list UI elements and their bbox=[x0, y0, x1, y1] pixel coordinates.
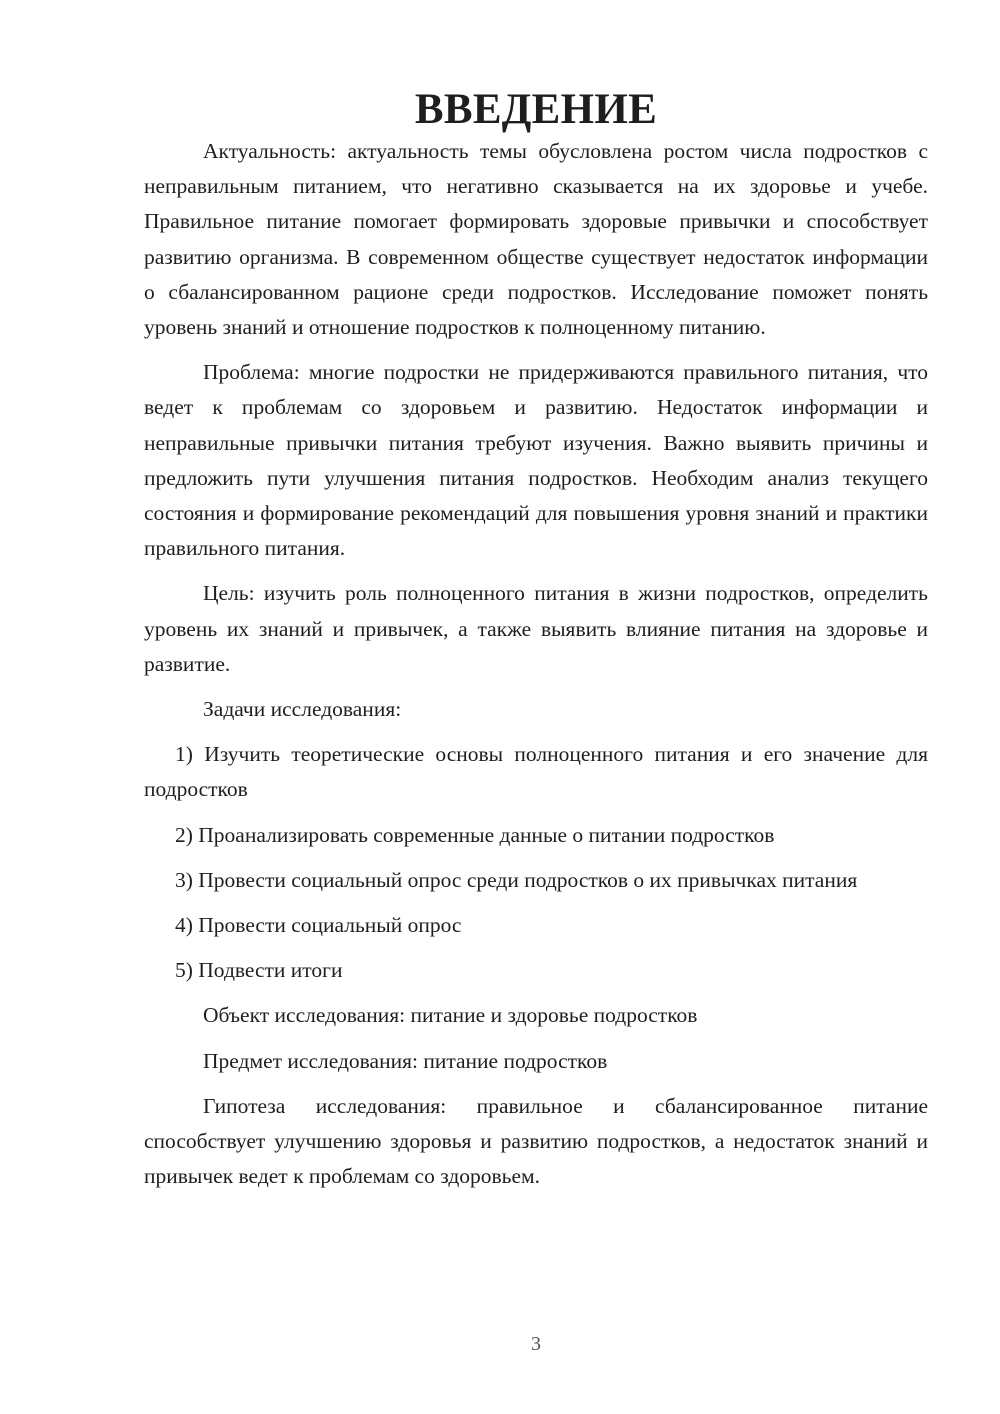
task-item-4: 4) Провести социальный опрос bbox=[175, 913, 462, 938]
page-number: 3 bbox=[531, 1333, 541, 1355]
section-heading: ВВЕДЕНИЕ bbox=[414, 86, 658, 133]
page-content bbox=[144, 86, 928, 1194]
task-item-1: 1) Изучить теоретические основы полноценного питания и его значение для подростков bbox=[144, 742, 928, 802]
task-item-5: 5) Подвести итоги bbox=[175, 958, 343, 983]
tasks-title: Задачи исследования: bbox=[203, 697, 402, 722]
problem-paragraph: Проблема: многие подростки не придерживаются правильного питания, что ведет к проблемам со здоровьем и развитию. Недостаток информации и неправильные привычки питания требуют изучения. Важно выявить причины и предложить пути улучшения питания подростков. Необходим анализ текущего состояния и формирование рекомендаций для повышения уровня знаний и практики правильного питания. bbox=[144, 360, 928, 561]
relevance-paragraph: Актуальность: актуальность темы обусловлена ростом числа подростков с неправильным питанием, что негативно сказывается на их здоровье и учебе. Правильное питание помогает формировать здоровые привычки и способствует развитию организма. В современном обществе существует недостаток информации о сбалансированном рационе среди подростков. Исследование поможет понять уровень знаний и отношение подростков к полноценному питанию. bbox=[144, 139, 928, 340]
object-paragraph: Объект исследования: питание и здоровье подростков bbox=[203, 1003, 698, 1028]
hypothesis-paragraph: Гипотеза исследования: правильное и сбалансированное питание способствует улучшению здоровья и развитию подростков, а недостаток знаний и привычек ведет к проблемам со здоровьем. bbox=[144, 1093, 928, 1189]
task-item-3: 3) Провести социальный опрос среди подростков о их привычках питания bbox=[175, 867, 858, 892]
task-item-2: 2) Проанализировать современные данные о питании подростков bbox=[175, 822, 775, 847]
goal-paragraph: Цель: изучить роль полноценного питания в жизни подростков, определить уровень их знаний и привычек, а также выявить влияние питания на здоровье и развитие. bbox=[144, 581, 928, 676]
subject-paragraph: Предмет исследования: питание подростков bbox=[203, 1048, 608, 1073]
